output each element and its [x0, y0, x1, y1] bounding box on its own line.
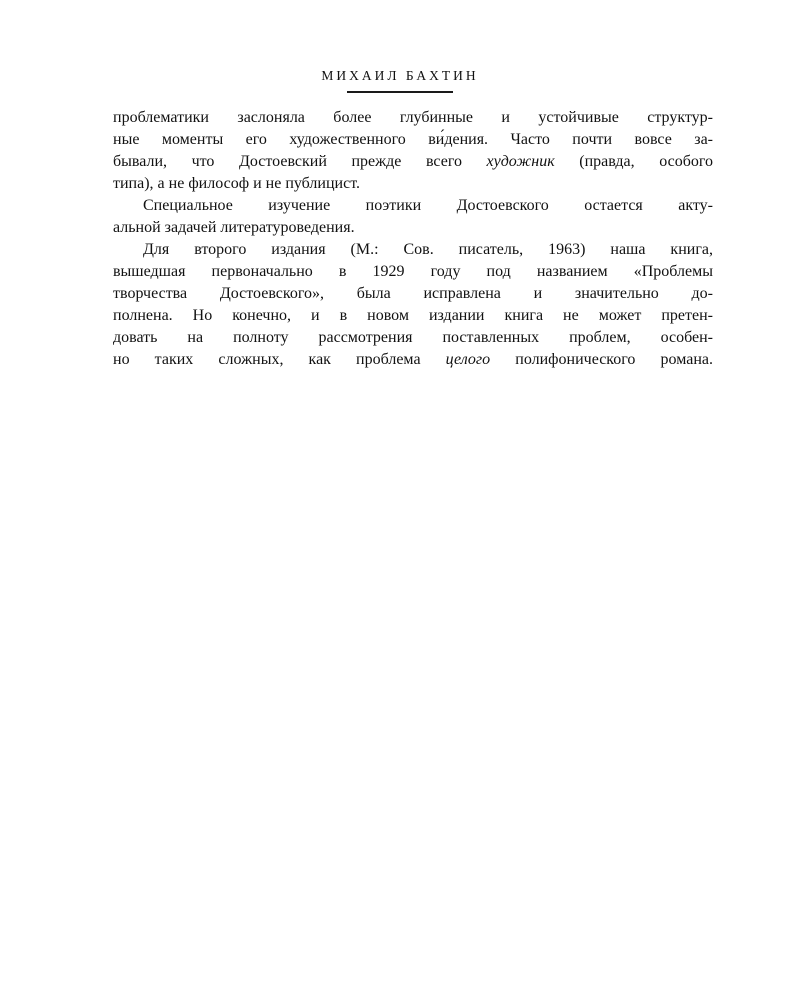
text-segment: но таких сложных, как проблема — [113, 351, 446, 368]
text-line: Для второго издания (М.: Сов. писатель, 1963) наша книга, — [143, 241, 713, 258]
text-segment: бывали, что Достоевский прежде всего — [113, 153, 487, 170]
paragraph-3 — [113, 239, 713, 371]
text-line: ные моменты его художественного ви́дения. Часто почти вовсе за- — [113, 131, 713, 148]
text-line: Специальное изучение поэтики Достоевского остается акту- — [143, 197, 713, 214]
text-line: типа), а не философ и не публицист. — [113, 175, 360, 192]
running-head: МИХАИЛ БАХТИН — [321, 68, 479, 83]
text-line: альной задачей литературоведения. — [113, 219, 355, 236]
text-segment: полифонического романа. — [490, 351, 714, 368]
italic-emphasis: художник — [486, 153, 555, 170]
body-text — [113, 107, 713, 371]
paragraph-2 — [113, 195, 713, 239]
italic-emphasis: целого — [445, 351, 491, 368]
paragraph-1 — [113, 107, 713, 195]
text-line: довать на полноту рассмотрения поставленных проблем, особен- — [113, 329, 713, 346]
text-segment: (правда, особого — [554, 153, 713, 170]
text-line — [113, 349, 713, 371]
text-line: творчества Достоевского», была исправлена и значительно до- — [113, 285, 713, 302]
text-line — [113, 151, 713, 173]
text-line: вышедшая первоначально в 1929 году под названием «Проблемы — [113, 263, 713, 280]
text-line: проблематики заслоняла более глубинные и устойчивые структур- — [113, 109, 713, 126]
running-head-rule — [347, 91, 453, 93]
text-line: полнена. Но конечно, и в новом издании книга не может претен- — [113, 307, 713, 324]
